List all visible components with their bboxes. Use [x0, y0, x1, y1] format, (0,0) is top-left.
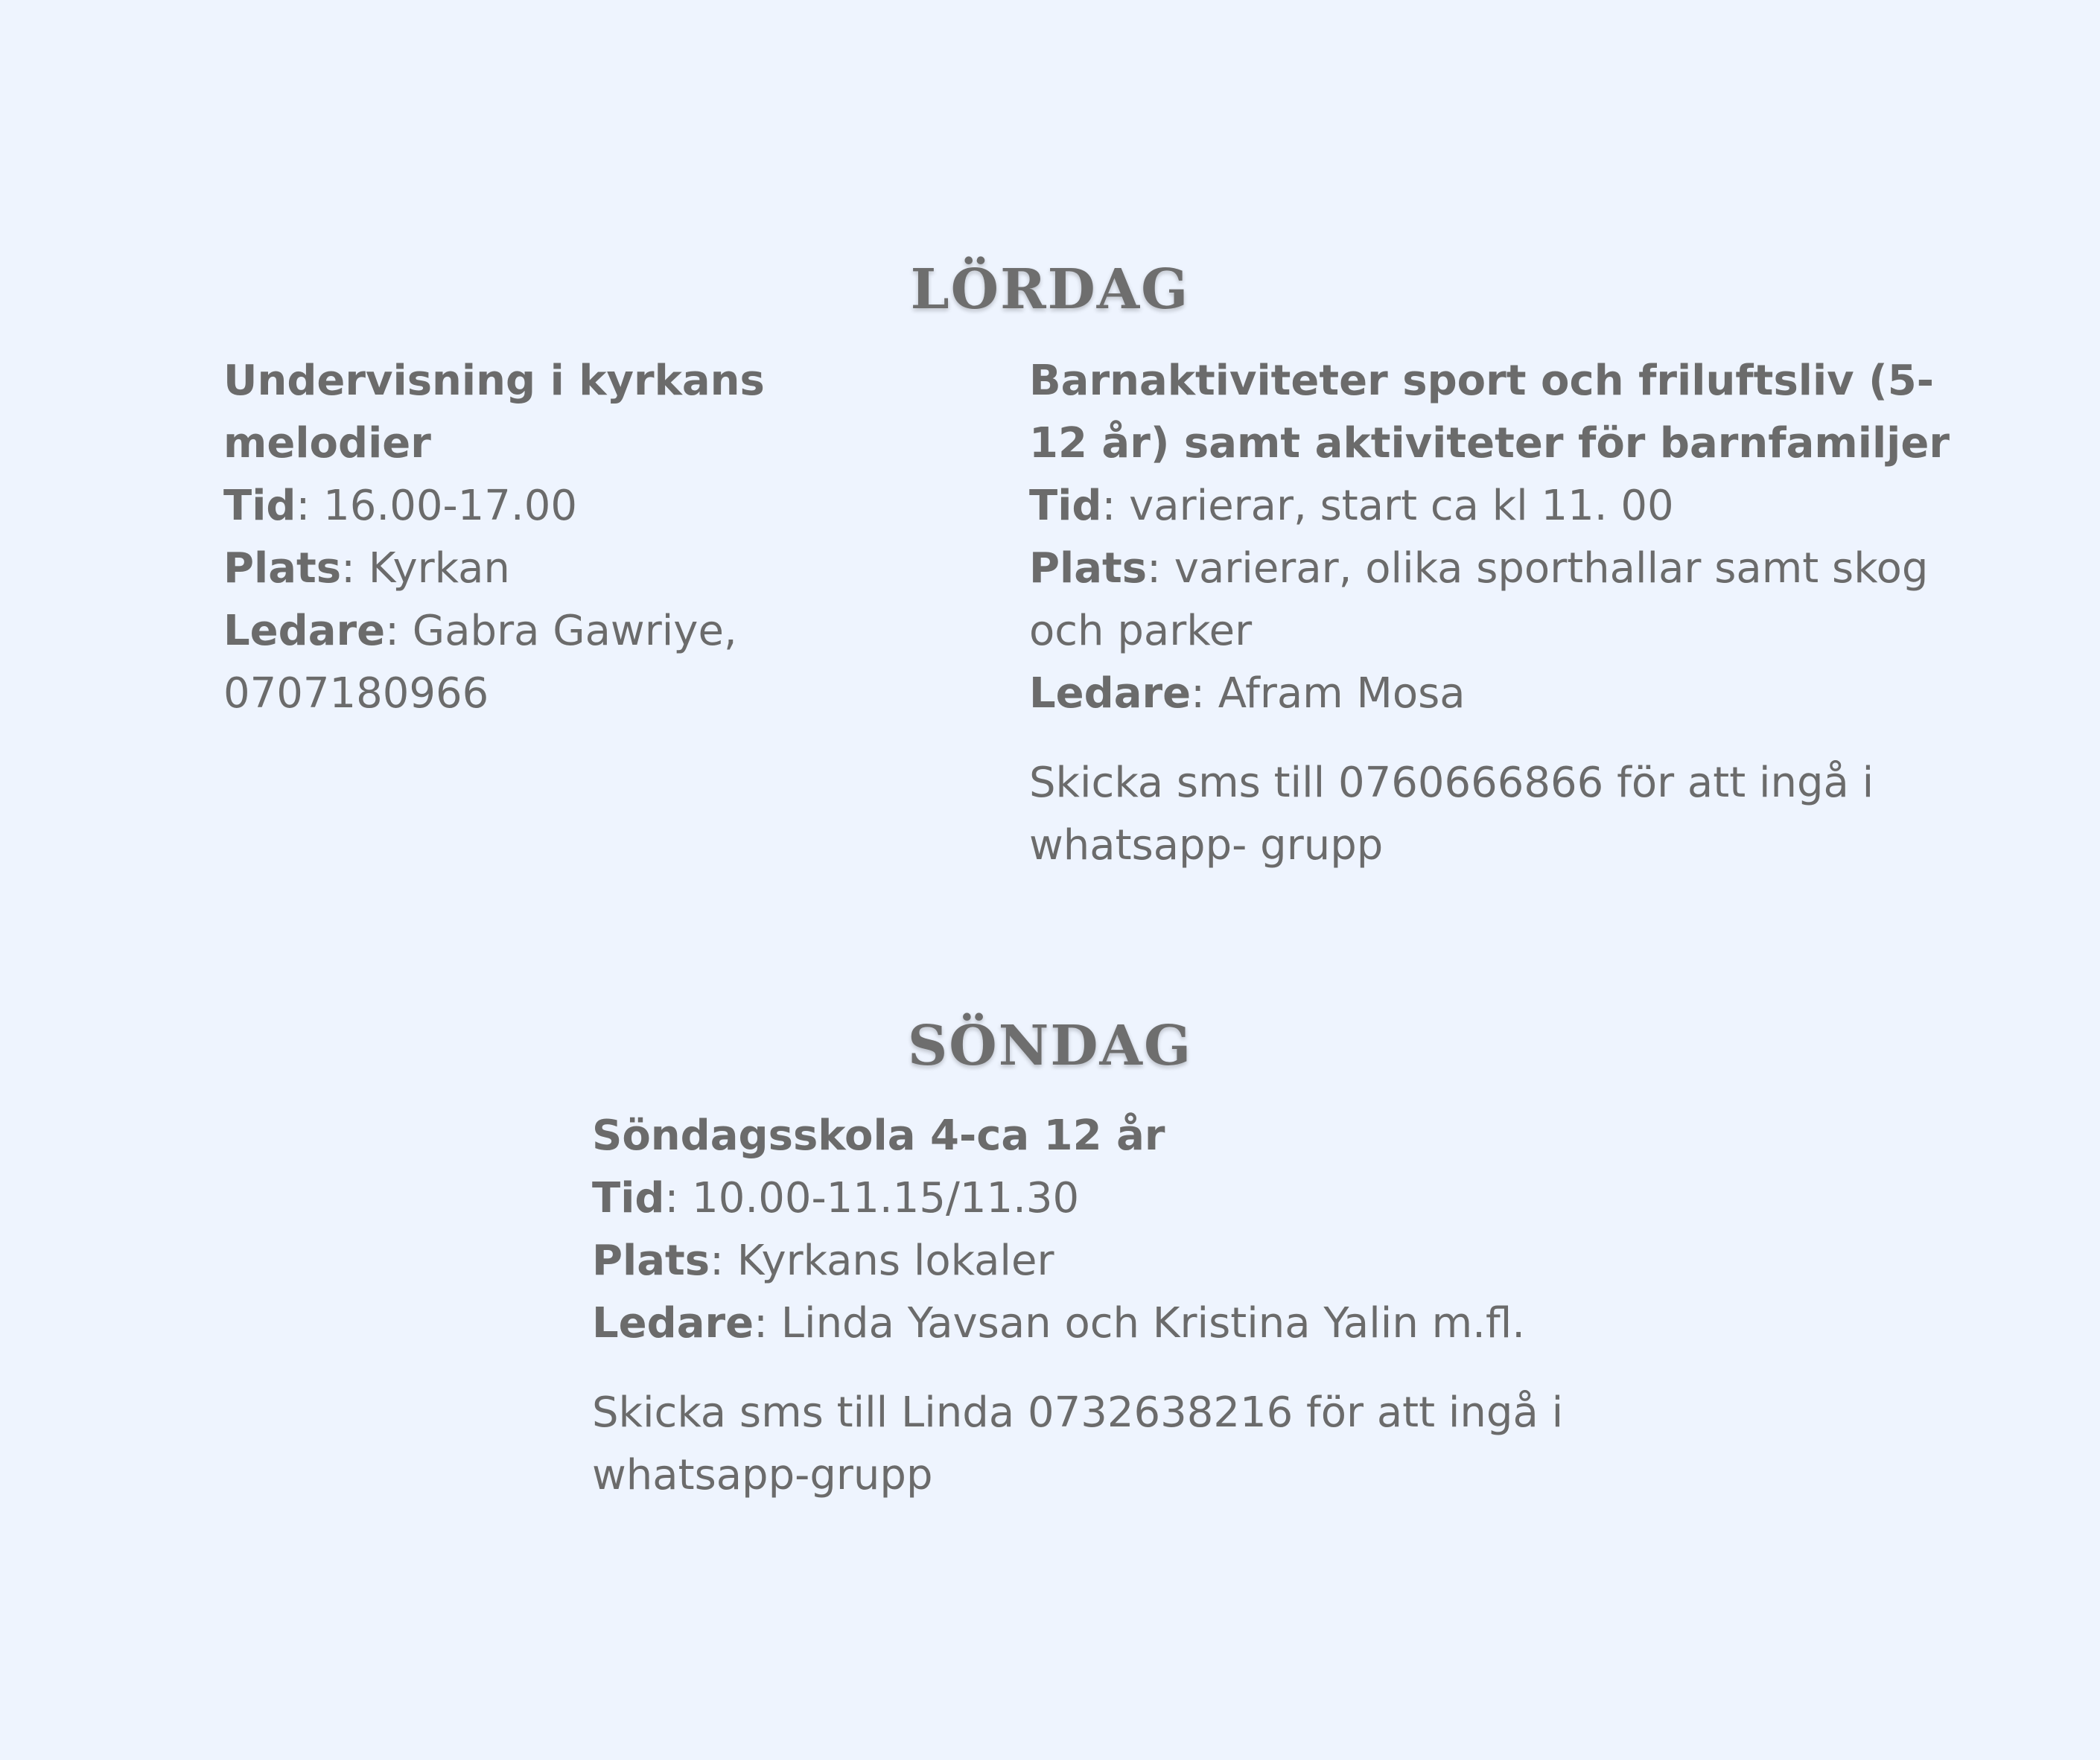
activity-place: [223, 538, 983, 600]
leader-value: : Afram Mosa: [1191, 669, 1466, 718]
leader-label: Ledare: [592, 1299, 754, 1348]
activity-place: [1029, 538, 1953, 663]
activity-melodies: [223, 350, 983, 725]
activity-leader: [223, 600, 983, 725]
activity-title: Undervisning i kyrkans melodier: [223, 357, 765, 468]
activity-time: [223, 475, 983, 538]
place-label: Plats: [592, 1237, 710, 1285]
time-label: Tid: [592, 1174, 665, 1222]
time-value: : 10.00-11.15/11.30: [664, 1174, 1080, 1222]
leader-value: : Gabra Gawriye, 0707180966: [223, 607, 737, 718]
activity-title: Barnaktiviteter sport och friluftsliv (5-12 år) samt aktiviteter för barnfamiljer: [1029, 357, 1950, 468]
leader-label: Ledare: [1029, 669, 1191, 718]
leader-value: : Linda Yavsan och Kristina Yalin m.fl.: [754, 1299, 1526, 1348]
activity-leader: [1029, 663, 1953, 725]
activity-title: Söndagsskola 4-ca 12 år: [592, 1112, 1165, 1160]
time-label: Tid: [223, 482, 296, 530]
activity-children-sports: [1029, 350, 1953, 877]
sms-note: Skicka sms till Linda 0732638216 för att ingå i whatsapp-grupp: [592, 1388, 1564, 1499]
activity-time: [1029, 475, 1953, 538]
time-value: : varierar, start ca kl 11. 00: [1101, 482, 1674, 530]
saturday-heading: LÖRDAG: [910, 258, 1190, 322]
place-label: Plats: [223, 544, 342, 593]
activity-time: [592, 1167, 1590, 1230]
sunday-heading: SÖNDAG: [907, 1014, 1193, 1078]
leader-label: Ledare: [223, 607, 386, 655]
activity-place: [592, 1230, 1590, 1292]
place-label: Plats: [1029, 544, 1148, 593]
activity-sunday-school: [592, 1105, 1590, 1507]
place-value: : Kyrkan: [341, 544, 510, 593]
time-value: : 16.00-17.00: [296, 482, 577, 530]
place-value: : varierar, olika sporthallar samt skog och parker: [1029, 544, 1929, 655]
time-label: Tid: [1029, 482, 1102, 530]
sms-note: Skicka sms till 0760666866 för att ingå i whatsapp- grupp: [1029, 759, 1874, 870]
place-value: : Kyrkans lokaler: [710, 1237, 1054, 1285]
activity-leader: [592, 1292, 1590, 1355]
